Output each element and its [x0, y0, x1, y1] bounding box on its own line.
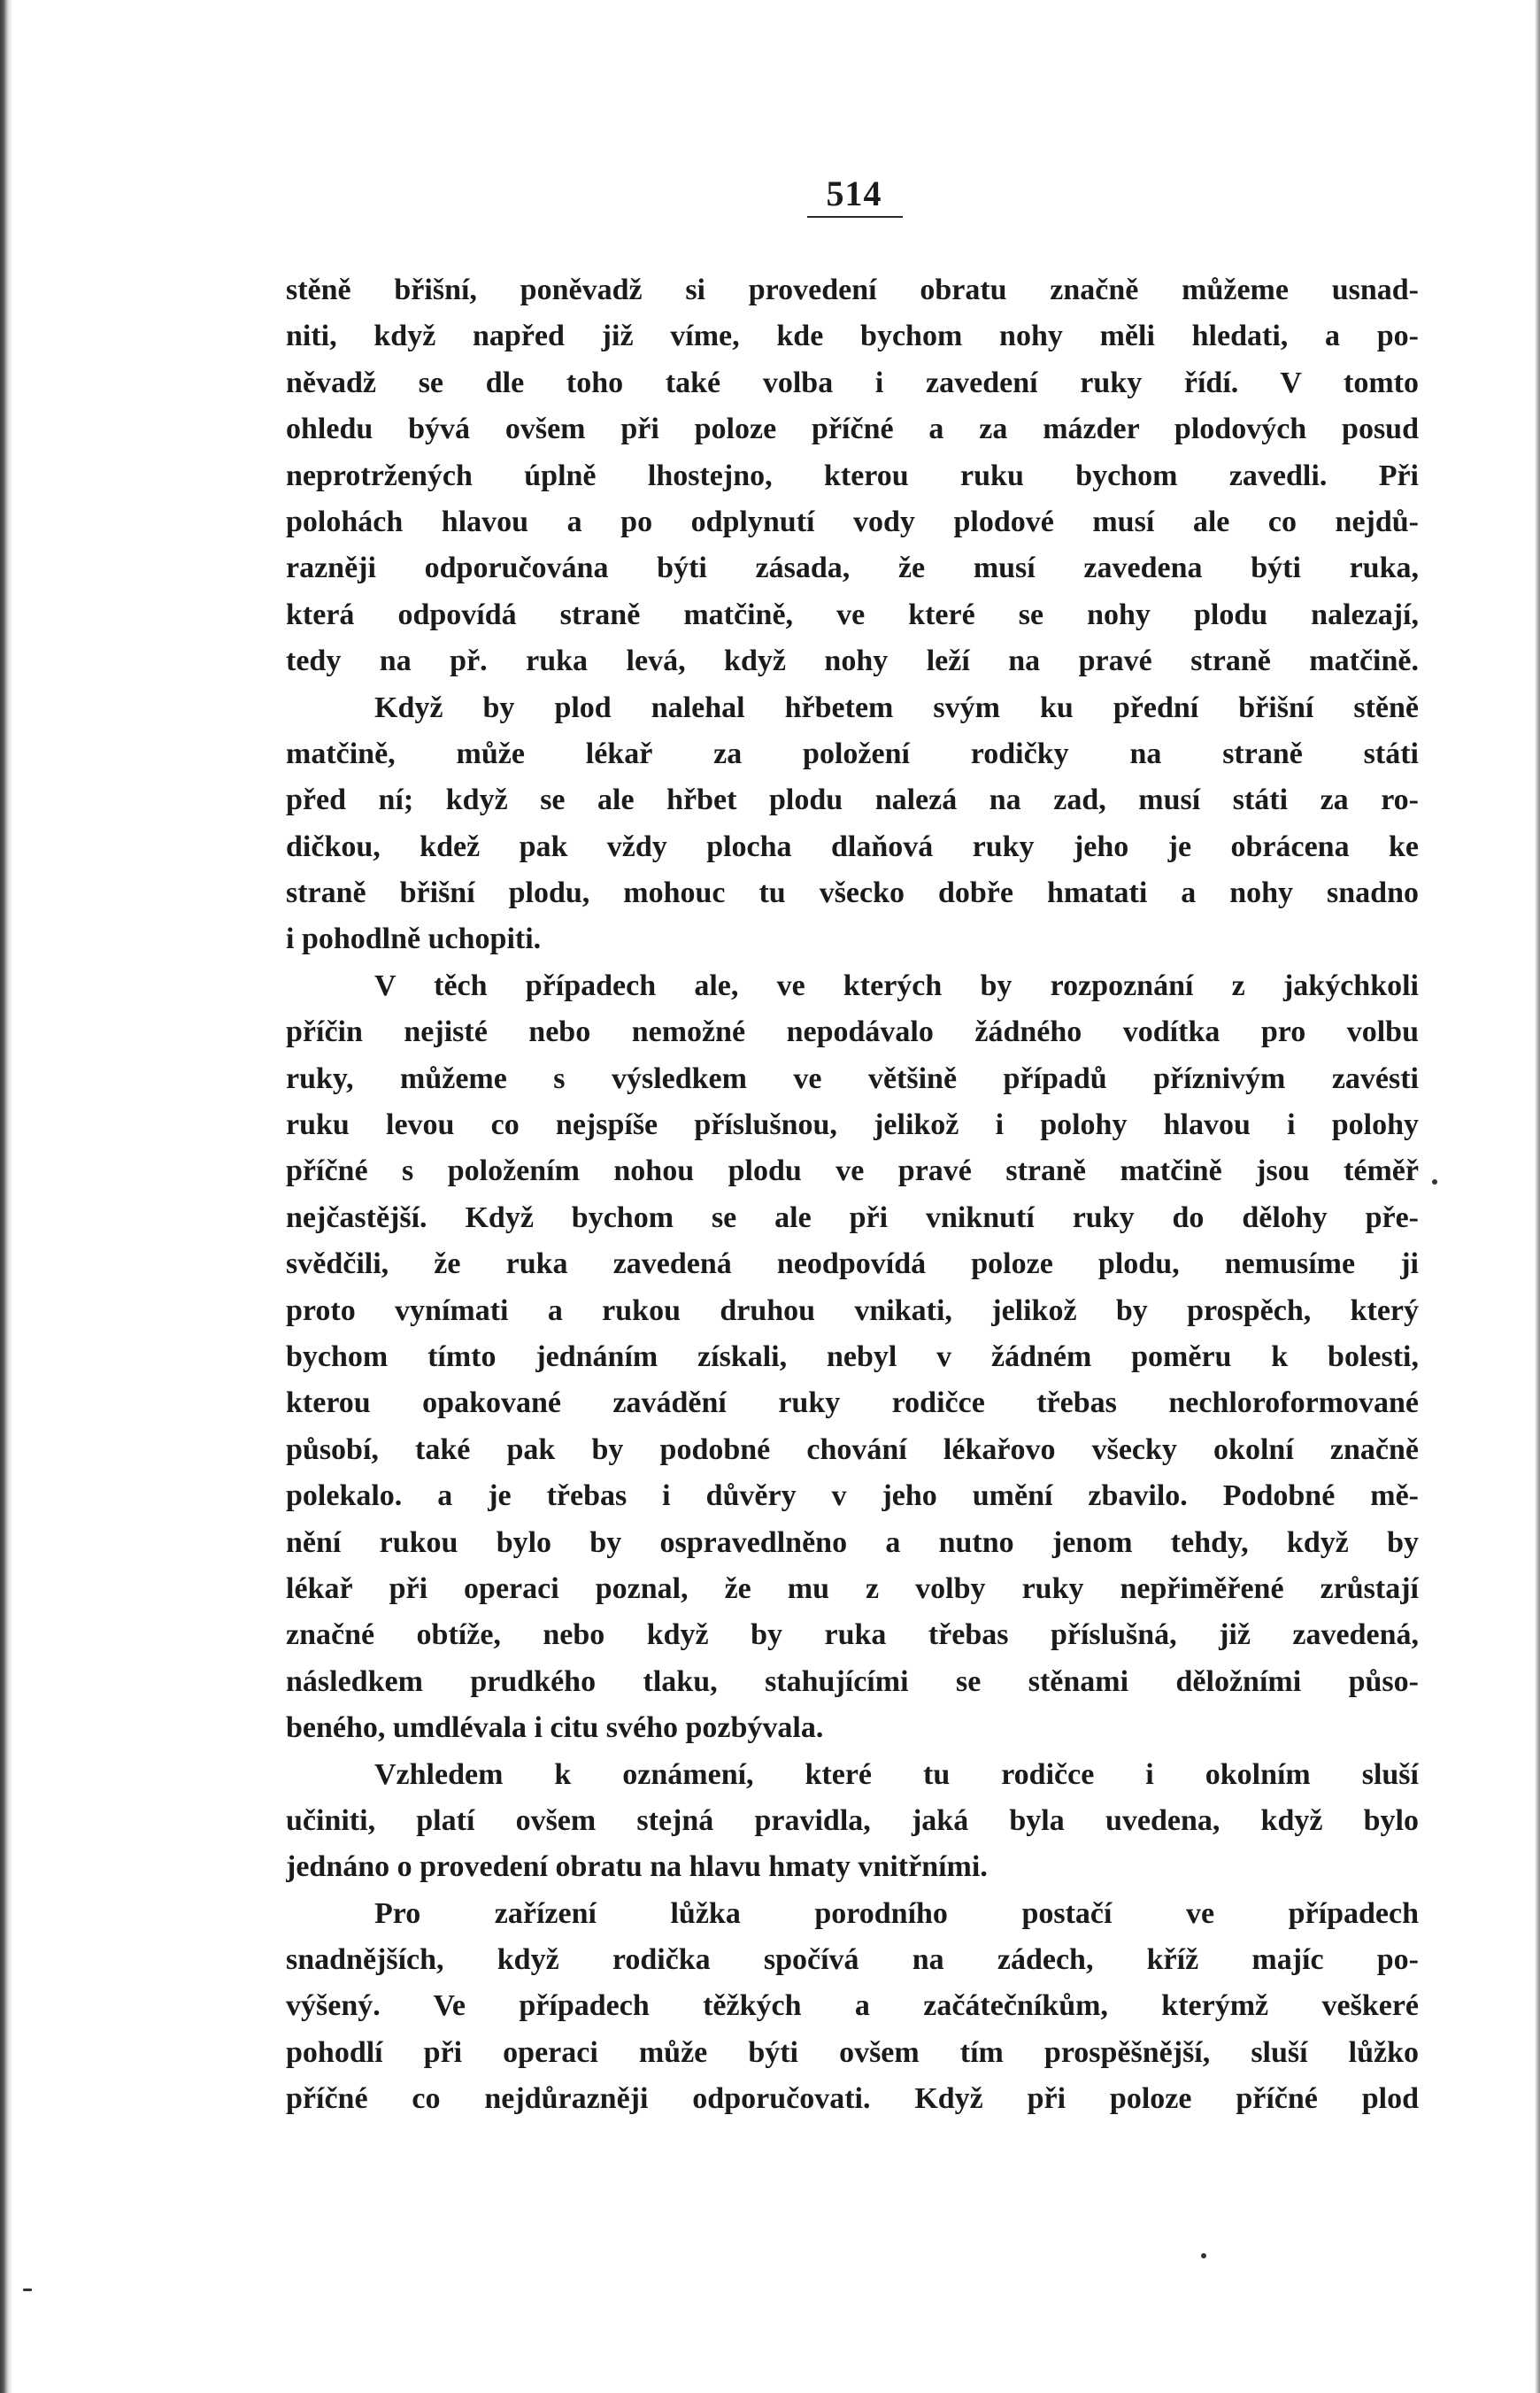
text-line: niti, když napřed již víme, kde bychom nohy měli hledati, a po-	[286, 320, 1419, 353]
text-line: působí, také pak by podobné chování lékařovo všecky okolní značně	[286, 1432, 1419, 1466]
text-line: ruku levou co nejspíše příslušnou, jelikož i polohy hlavou i polohy	[286, 1108, 1419, 1142]
page-number-rule	[807, 216, 903, 218]
text-line: lékař při operaci poznal, že mu z volby ruky nepřiměřené zrůstají	[286, 1571, 1419, 1605]
text-line: i pohodlně uchopiti.	[286, 922, 542, 956]
text-line: která odpovídá straně matčině, ve které se nohy plodu nalezají,	[286, 598, 1419, 631]
text-line: ohledu bývá ovšem při poloze příčné a za mázder plodových posud	[286, 413, 1419, 446]
page-number: 514	[826, 174, 882, 213]
text-line: V těch případech ale, ve kterých by rozpoznání z jakýchkoli	[374, 969, 1419, 1002]
text-line: nění rukou bylo by ospravedlněno a nutno jenom tehdy, když by	[286, 1525, 1419, 1559]
text-line: Vzhledem k oznámení, které tu rodičce i okolním sluší	[374, 1757, 1419, 1791]
text-line: příčin nejisté nebo nemožné nepodávalo žádného vodítka pro volbu	[286, 1015, 1419, 1049]
text-line: učiniti, platí ovšem stejná pravidla, jaká byla uvedena, když bylo	[286, 1803, 1419, 1837]
text-line: nejčastější. Když bychom se ale při vniknutí ruky do dělohy pře-	[286, 1200, 1419, 1234]
text-line: ruky, můžeme s výsledkem ve většině případů příznivým zavésti	[286, 1061, 1419, 1095]
text-line: neprotržených úplně lhostejno, kterou ruku bychom zavedli. Při	[286, 459, 1419, 492]
speck	[1432, 1179, 1437, 1185]
text-line: něvadž se dle toho také volba i zavedení ruky řídí. V tomto	[286, 366, 1419, 399]
text-line: kterou opakované zavádění ruky rodičce třebas nechloroformované	[286, 1386, 1419, 1420]
text-line: příčné s položením nohou plodu ve pravé straně matčině jsou téměř	[286, 1154, 1419, 1188]
text-line: polekalo. a je třebas i důvěry v jeho umění zbavilo. Podobné mě-	[286, 1479, 1419, 1513]
scan-edge-right	[1535, 0, 1540, 2393]
text-line: výšený. Ve případech těžkých a začátečníkům, kterýmž veškeré	[286, 1989, 1419, 2023]
text-line: značné obtíže, nebo když by ruka třebas příslušná, již zavedená,	[286, 1618, 1419, 1652]
text-line: stěně břišní, poněvadž si provedení obratu značně můžeme usnad-	[286, 274, 1419, 306]
text-line: dičkou, kdež pak vždy plocha dlaňová ruky jeho je obrácena ke	[286, 830, 1419, 863]
text-line: Pro zařízení lůžka porodního postačí ve případech	[374, 1896, 1419, 1930]
text-line: razněji odporučována býti zásada, že musí zavedena býti ruka,	[286, 552, 1419, 585]
text-line: matčině, může lékař za položení rodičky na straně státi	[286, 737, 1419, 770]
body-text	[286, 267, 1419, 2123]
text-line: následkem prudkého tlaku, stahujícími se stěnami děložními půso-	[286, 1664, 1419, 1698]
scan-edge-left	[0, 0, 12, 2393]
text-line: před ní; když se ale hřbet plodu nalezá na zad, musí státi za ro-	[286, 784, 1419, 817]
text-line: tedy na př. ruka levá, když nohy leží na pravé straně matčině.	[286, 645, 1419, 678]
text-line: proto vynímati a rukou druhou vnikati, jelikož by prospěch, který	[286, 1293, 1419, 1327]
text-line: svědčili, že ruka zavedená neodpovídá poloze plodu, nemusíme ji	[286, 1247, 1419, 1281]
text-line: jednáno o provedení obratu na hlavu hmaty vnitřními.	[286, 1850, 988, 1884]
text-line: pohodlí při operaci může býti ovšem tím prospěšnější, sluší lůžko	[286, 2035, 1419, 2069]
text-line: polohách hlavou a po odplynutí vody plodové musí ale co nejdů-	[286, 505, 1419, 538]
text-line: beného, umdlévala i citu svého pozbývala.	[286, 1711, 824, 1745]
text-line: příčné co nejdůrazněji odporučovati. Když při poloze příčné plod	[286, 2082, 1419, 2116]
speck	[23, 2289, 32, 2291]
text-line: snadnějších, když rodička spočívá na zádech, kříž majíc po-	[286, 1943, 1419, 1977]
speck	[1201, 2253, 1206, 2258]
text-line: bychom tímto jednáním získali, nebyl v žádném poměru k bolesti,	[286, 1339, 1419, 1373]
text-line: straně břišní plodu, mohouc tu všecko dobře hmatati a nohy snadno	[286, 876, 1419, 910]
text-line: Když by plod nalehal hřbetem svým ku přední břišní stěně	[374, 691, 1419, 724]
